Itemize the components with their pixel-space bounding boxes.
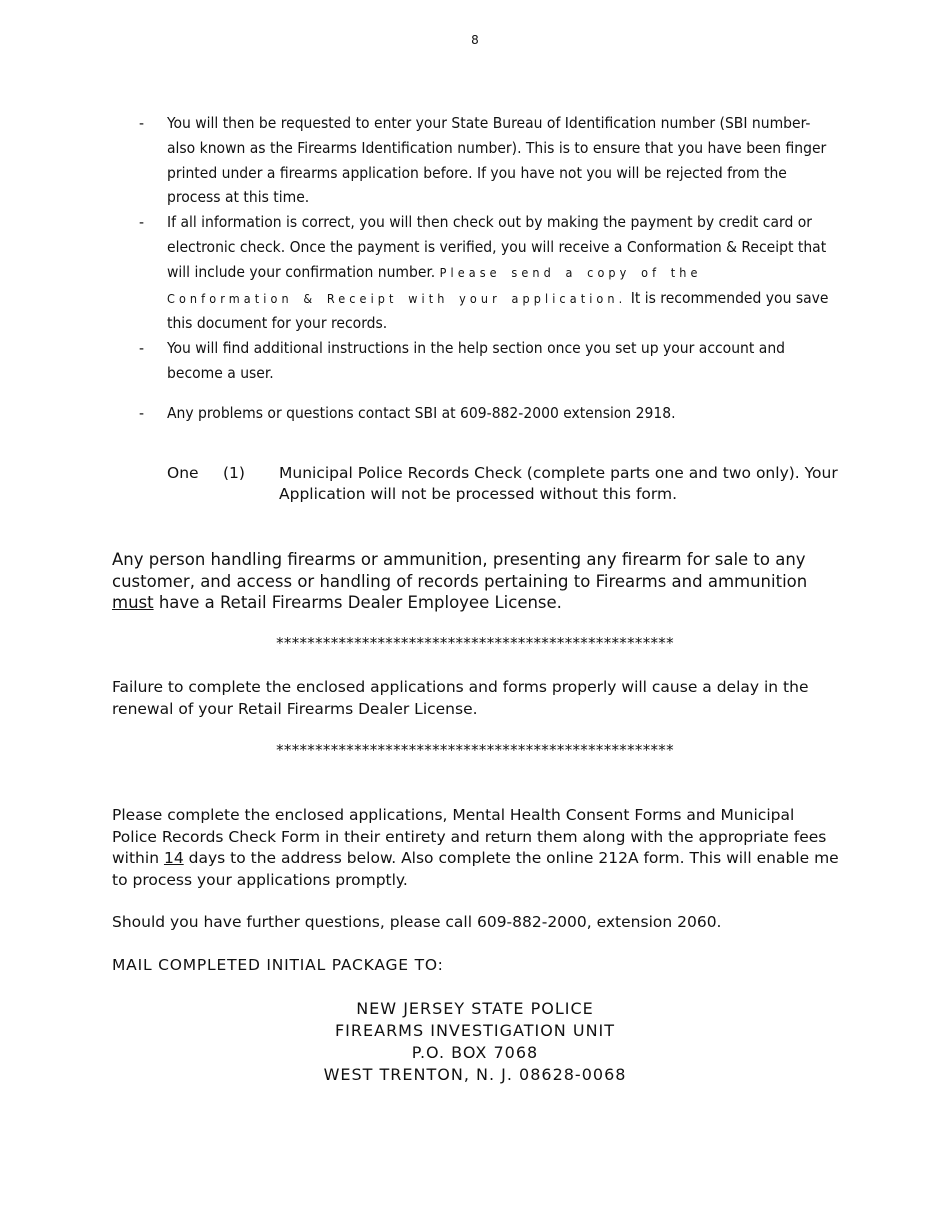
list-dash: - [139,213,145,232]
address-line-2: FIREARMS INVESTIGATION UNIT [334,1021,616,1040]
paragraph-text-tail: have a Retail Firearms Dealer Employee License. [153,593,562,612]
list-item-text: If all information is correct, you will then check out by making the payment by credit card or electronic check. Once the payment is verified, you will receive a Conformation & Receipt that will include your confirmation number. [167,213,827,281]
address-line-4: WEST TRENTON, N. J. 08628-0068 [323,1065,627,1084]
list-item [0,336,835,386]
list-item-text-tail: It is recommended you save this document for your records. [167,288,829,333]
address-line-1: NEW JERSEY STATE POLICE [356,999,594,1018]
list-dash: - [139,114,145,132]
form-count-number: (1) [223,464,245,482]
separator-stars: *************************************************** [276,634,674,652]
address-line-3: P.O. BOX 7068 [411,1043,539,1062]
mailing-address [0,998,950,1086]
list-item-text: You will find additional instructions in the help section once you set up your account and become a user. [167,339,786,382]
failure-notice-paragraph: Failure to complete the enclosed applications and forms properly will cause a delay in the renewal of your Retail Firearms Dealer License. [112,678,809,718]
emphasis-must: must [112,593,154,612]
list-item [0,401,835,426]
contact-paragraph: Should you have further questions, please call 609-882-2000, extension 2060. [112,913,722,931]
page-number: 8 [471,33,479,47]
list-dash: - [139,403,145,422]
list-item [0,111,835,210]
form-count-label: One [167,464,199,482]
instruction-list [0,111,950,426]
receipt-instruction-text: Please send a copy of the Conformation & Receipt with your application. [167,264,702,306]
emphasis-days: 14 [163,849,184,867]
list-dash: - [139,339,145,358]
paragraph-text-tail: days to the address below. Also complete the online 212A form. This will enable me to process your applications promptly. [112,849,839,889]
list-item-text: You will then be requested to enter your State Bureau of Identification number (SBI number- also known as the Firearms Identification number). This is to ensure that you have been finger printed under a firearms application before. If you have not you will be rejected from the process at this time. [167,114,827,207]
list-item-text: Any problems or questions contact SBI at 609-882-2000 extension 2918. [167,403,676,422]
completion-instructions-paragraph [112,805,842,891]
form-description: Municipal Police Records Check (complete parts one and two only). Your Application will not be processed without this form. [279,464,838,503]
paragraph-text: Please complete the enclosed applications, Mental Health Consent Forms and Municipal Police Records Check Form in their entirety and return them along with the appropriate fees within [112,806,827,867]
separator-stars: *************************************************** [276,741,674,759]
license-requirement-paragraph [112,549,842,614]
paragraph-text: Any person handling firearms or ammunition, presenting any firearm for sale to any customer, and access or handling of records pertaining to Firearms and ammunition [112,550,808,591]
mail-heading: MAIL COMPLETED INITIAL PACKAGE TO: [112,956,444,974]
list-item [0,210,835,336]
